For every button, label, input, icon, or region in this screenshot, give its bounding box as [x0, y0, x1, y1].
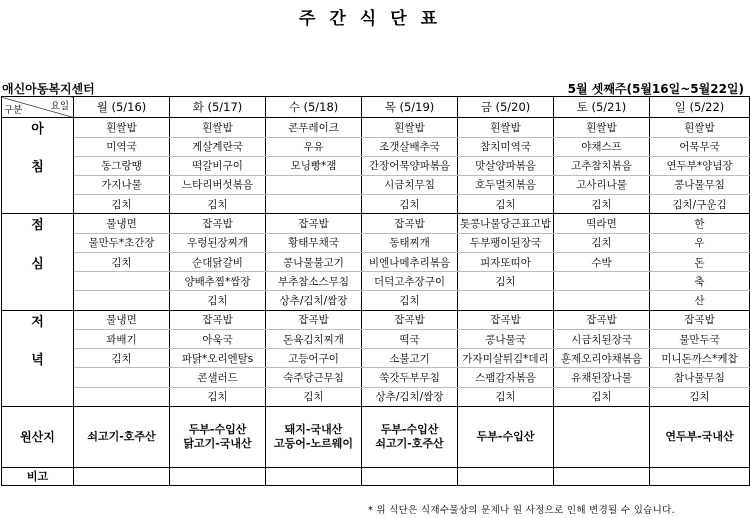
menu-cell: 김치 [74, 349, 170, 368]
meal-label: 아 [2, 118, 74, 138]
remark-cell [650, 467, 750, 485]
menu-cell: 김치 [362, 291, 458, 310]
menu-cell: 가지나물 [74, 175, 170, 194]
menu-cell: 양배추찜*쌈장 [170, 272, 266, 291]
menu-cell: 김치 [170, 387, 266, 406]
meal-label [2, 272, 74, 291]
menu-cell: 흰쌀밥 [74, 118, 170, 138]
menu-cell: 참치미역국 [458, 137, 554, 156]
origin-line: 쇠고기-호주산 [87, 429, 156, 443]
meal-label: 심 [2, 252, 74, 271]
menu-cell: 더덕고추장구이 [362, 272, 458, 291]
footnote: * 위 식단은 식재수물상의 문제나 원 사정으로 인해 변경될 수 있습니다. [368, 505, 675, 516]
menu-cell: 잡곡밥 [554, 310, 650, 330]
menu-cell: 돈육김치찌개 [266, 330, 362, 349]
menu-cell: 축 [650, 272, 750, 291]
remark-row [2, 467, 750, 485]
menu-cell: 김치 [554, 387, 650, 406]
menu-cell: 참나물무침 [650, 368, 750, 387]
menu-cell: 가자미살튀김*데리 [458, 349, 554, 368]
menu-cell: 떡갈비구이 [170, 156, 266, 175]
menu-cell: 흰쌀밥 [170, 118, 266, 138]
day-header: 일 (5/22) [650, 97, 750, 118]
meal-row [2, 368, 750, 387]
meal-row [2, 156, 750, 175]
meal-label [2, 330, 74, 349]
menu-cell: 떡라면 [554, 214, 650, 234]
meal-label [2, 291, 74, 310]
header-row [2, 97, 750, 118]
origin-cell [362, 406, 458, 467]
origin-row [2, 406, 750, 467]
page-title: 주간식단표 [298, 9, 452, 29]
remark-cell [458, 467, 554, 485]
menu-cell: 김치 [458, 387, 554, 406]
menu-cell: 김치 [170, 195, 266, 214]
menu-cell: 상추/김치/쌈장 [362, 387, 458, 406]
menu-cell: 잡곡밥 [650, 310, 750, 330]
origin-line: 연두부-국내산 [665, 429, 734, 443]
menu-cell: 피자또띠아 [458, 252, 554, 271]
meal-row [2, 272, 750, 291]
organization-name: 애신아동복지센터 [2, 82, 95, 96]
remark-cell [170, 467, 266, 485]
menu-cell: 물냉면 [74, 214, 170, 234]
menu-cell: 부추참소스무침 [266, 272, 362, 291]
menu-cell: 물만두*초간장 [74, 233, 170, 252]
menu-cell: 간장어묵양파볶음 [362, 156, 458, 175]
menu-cell: 미니돈까스*케찹 [650, 349, 750, 368]
menu-cell: 톳콩나물당근표고밥 [458, 214, 554, 234]
meal-label: 침 [2, 156, 74, 175]
menu-cell: 꽈배기 [74, 330, 170, 349]
origin-line: 고등어-노르웨이 [274, 436, 353, 450]
meal-row [2, 233, 750, 252]
menu-cell: 잡곡밥 [458, 310, 554, 330]
remark-cell [554, 467, 650, 485]
menu-cell [554, 291, 650, 310]
meal-row [2, 330, 750, 349]
origin-cell [74, 406, 170, 467]
menu-cell: 야채스프 [554, 137, 650, 156]
meal-label [2, 387, 74, 406]
origin-line: 두부-수입산 [380, 422, 439, 436]
menu-cell: 흰쌀밥 [554, 118, 650, 138]
menu-cell [74, 387, 170, 406]
menu-cell: 콩나물무침 [650, 175, 750, 194]
menu-cell: 콩나물국 [458, 330, 554, 349]
meal-label [2, 368, 74, 387]
menu-cell: 시금치된장국 [554, 330, 650, 349]
meal-row [2, 349, 750, 368]
corner-category: 구분 [4, 105, 23, 116]
meal-label [2, 137, 74, 156]
meal-label: 저 [2, 310, 74, 330]
menu-cell [266, 195, 362, 214]
meal-row [2, 118, 750, 138]
origin-cell [650, 406, 750, 467]
meal-row [2, 252, 750, 271]
meal-row [2, 137, 750, 156]
menu-cell: 흰쌀밥 [458, 118, 554, 138]
menu-cell: 김치 [266, 387, 362, 406]
menu-cell: 잡곡밥 [266, 310, 362, 330]
remark-cell [266, 467, 362, 485]
menu-cell [74, 368, 170, 387]
menu-cell: 흰쌀밥 [650, 118, 750, 138]
menu-cell [74, 272, 170, 291]
origin-cell [266, 406, 362, 467]
menu-cell: 김치 [362, 195, 458, 214]
menu-cell: 콘푸레이크 [266, 118, 362, 138]
menu-cell: 비엔나메추리볶음 [362, 252, 458, 271]
menu-cell: 모닝빵*잼 [266, 156, 362, 175]
menu-cell: 동태찌개 [362, 233, 458, 252]
menu-cell: 훈제오리야채볶음 [554, 349, 650, 368]
menu-table [1, 96, 750, 486]
menu-cell: 떡국 [362, 330, 458, 349]
menu-cell: 숙주당근무침 [266, 368, 362, 387]
menu-cell: 고등어구이 [266, 349, 362, 368]
menu-cell: 잡곡밥 [266, 214, 362, 234]
meal-label: 점 [2, 214, 74, 234]
day-header: 금 (5/20) [458, 97, 554, 118]
menu-cell: 우유 [266, 137, 362, 156]
origin-line: 돼지-국내산 [284, 422, 343, 436]
remark-label: 비고 [2, 467, 74, 485]
menu-cell: 산 [650, 291, 750, 310]
menu-cell: 연두부*양념장 [650, 156, 750, 175]
menu-cell: 김치 [650, 387, 750, 406]
meal-row [2, 310, 750, 330]
day-header: 목 (5/19) [362, 97, 458, 118]
menu-cell: 잡곡밥 [362, 214, 458, 234]
menu-cell: 어묵무국 [650, 137, 750, 156]
menu-cell: 김치 [458, 195, 554, 214]
remark-cell [362, 467, 458, 485]
menu-cell: 느타리버섯볶음 [170, 175, 266, 194]
menu-cell: 흰쌀밥 [362, 118, 458, 138]
header-corner [2, 97, 74, 118]
origin-line: 닭고기-국내산 [183, 436, 252, 450]
menu-cell: 물냉면 [74, 310, 170, 330]
menu-cell: 수박 [554, 252, 650, 271]
day-header: 수 (5/18) [266, 97, 362, 118]
day-header: 화 (5/17) [170, 97, 266, 118]
menu-cell [554, 272, 650, 291]
menu-cell: 잡곡밥 [170, 310, 266, 330]
origin-cell [554, 406, 650, 467]
menu-cell: 한 [650, 214, 750, 234]
menu-cell: 김치 [554, 195, 650, 214]
meal-label [2, 233, 74, 252]
menu-cell [458, 291, 554, 310]
day-header: 월 (5/16) [74, 97, 170, 118]
menu-cell: 상추/김치/쌈장 [266, 291, 362, 310]
menu-cell: 잡곡밥 [362, 310, 458, 330]
origin-cell [458, 406, 554, 467]
remark-cell [74, 467, 170, 485]
menu-cell: 호두멸치볶음 [458, 175, 554, 194]
menu-cell: 순대닭갈비 [170, 252, 266, 271]
menu-cell: 두부팽이된장국 [458, 233, 554, 252]
menu-cell: 고추참치볶음 [554, 156, 650, 175]
menu-cell [266, 175, 362, 194]
day-header: 토 (5/21) [554, 97, 650, 118]
menu-cell: 고사리나물 [554, 175, 650, 194]
menu-cell: 잡곡밥 [170, 214, 266, 234]
menu-cell: 게살계란국 [170, 137, 266, 156]
menu-cell: 미역국 [74, 137, 170, 156]
menu-cell: 아욱국 [170, 330, 266, 349]
menu-cell: 콘샐러드 [170, 368, 266, 387]
menu-cell: 황태무채국 [266, 233, 362, 252]
menu-cell: 파닭*오리엔탈s [170, 349, 266, 368]
menu-cell: 돈 [650, 252, 750, 271]
corner-day: 요일 [50, 101, 69, 112]
menu-cell: 스팸감자볶음 [458, 368, 554, 387]
menu-cell: 김치 [458, 272, 554, 291]
menu-cell: 김치/구운김 [650, 195, 750, 214]
origin-label: 원산지 [2, 406, 74, 467]
menu-cell: 김치 [554, 233, 650, 252]
origin-line: 두부-수입산 [476, 429, 535, 443]
menu-cell: 조갯살배추국 [362, 137, 458, 156]
meal-row [2, 291, 750, 310]
meal-row [2, 387, 750, 406]
meal-row [2, 175, 750, 194]
meal-label: 녁 [2, 349, 74, 368]
menu-cell [74, 291, 170, 310]
meal-label [2, 175, 74, 194]
meal-row [2, 214, 750, 234]
origin-cell [170, 406, 266, 467]
meal-row [2, 195, 750, 214]
origin-line: 두부-수입산 [188, 422, 247, 436]
menu-cell: 동그랑땡 [74, 156, 170, 175]
menu-cell: 물만두국 [650, 330, 750, 349]
week-range: 5월 셋째주(5월16일~5월22일) [567, 82, 744, 96]
menu-cell: 김치 [74, 195, 170, 214]
menu-cell: 맛살양파볶음 [458, 156, 554, 175]
menu-cell: 김치 [170, 291, 266, 310]
menu-cell: 우렁된장찌개 [170, 233, 266, 252]
meal-label [2, 195, 74, 214]
menu-cell: 김치 [74, 252, 170, 271]
menu-cell: 시금치무침 [362, 175, 458, 194]
origin-line: 쇠고기-호주산 [375, 436, 444, 450]
menu-cell: 우 [650, 233, 750, 252]
menu-cell: 유채된장나물 [554, 368, 650, 387]
menu-cell: 콩나물불고기 [266, 252, 362, 271]
menu-cell: 쑥갓두부무침 [362, 368, 458, 387]
menu-cell: 소불고기 [362, 349, 458, 368]
